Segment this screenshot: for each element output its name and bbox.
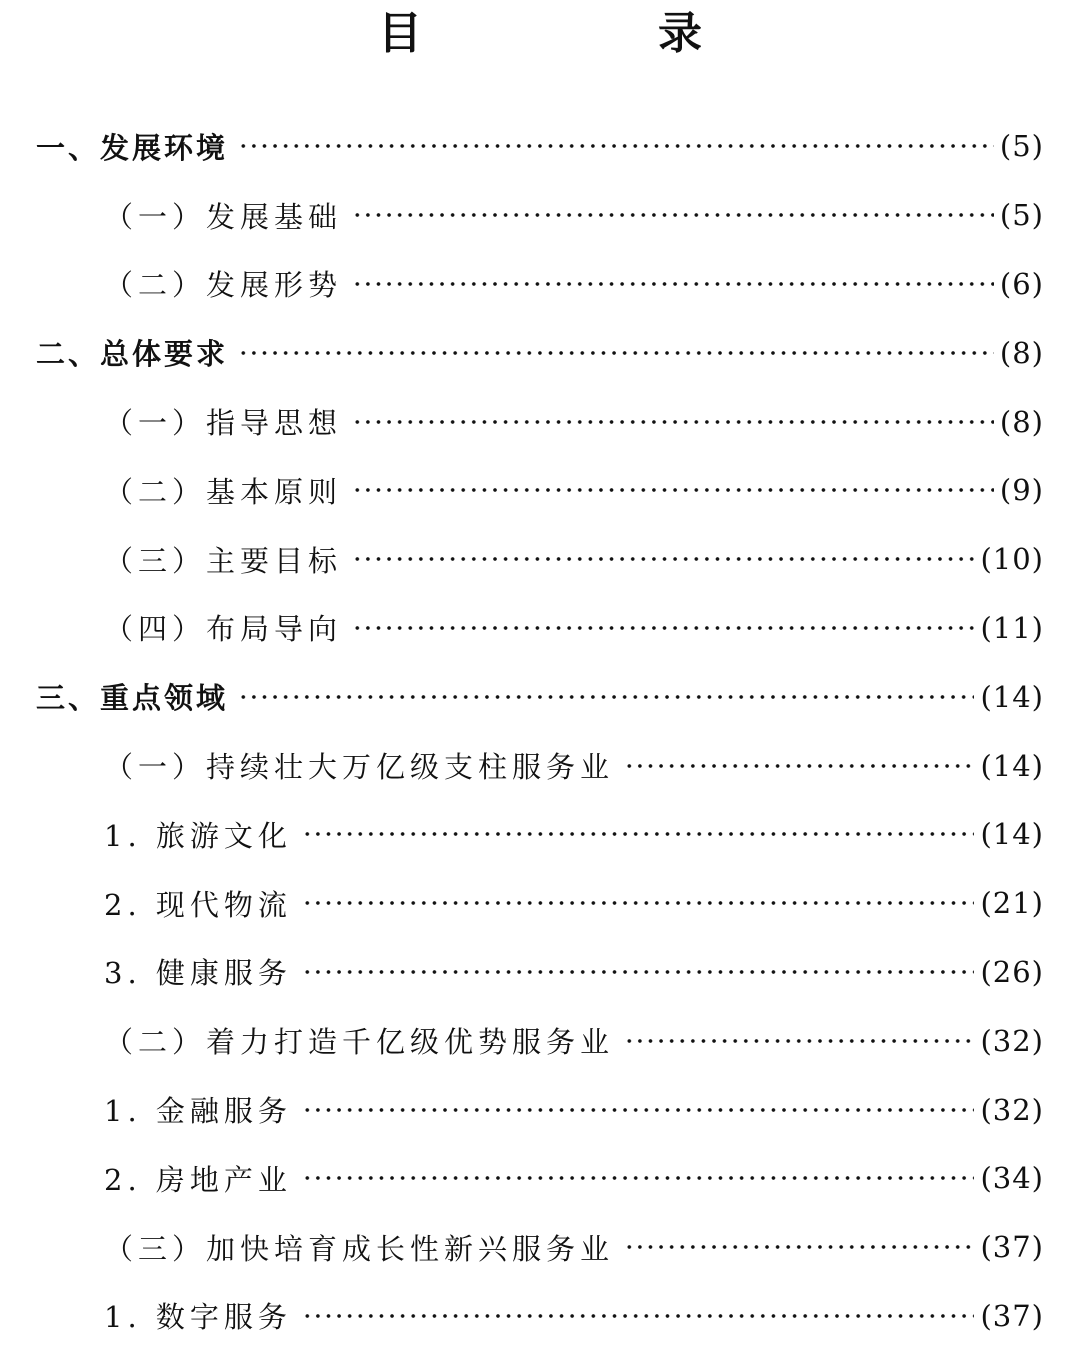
toc-entry-page-number: (14) [980,679,1044,714]
toc-entry-page-number: (14) [980,748,1044,783]
dot-leader [624,764,974,768]
toc-entry-page-number: (5) [999,198,1044,233]
toc-entry[interactable] [0,731,1080,800]
toc-entry-page-number: (37) [980,1298,1044,1333]
toc-entry[interactable] [0,456,1080,525]
dot-leader [352,282,994,286]
dot-leader [302,1108,975,1112]
toc-entry-label: （一）指导思想 [104,406,343,441]
toc-entry-label: 2. 现代物流 [104,887,292,922]
toc-entry[interactable] [0,1144,1080,1213]
toc-entry-label: 3. 健康服务 [104,956,292,991]
dot-leader [302,832,975,836]
toc-entry-page-number: (9) [999,473,1044,508]
toc-entry-label: 三、重点领域 [36,681,229,716]
dot-leader [302,1176,975,1180]
toc-entry-label: 1. 数字服务 [104,1300,292,1335]
toc-entry-page-number: (10) [980,542,1044,577]
toc-entry[interactable] [0,525,1080,594]
toc-entry-page-number: (5) [999,129,1044,164]
toc-entry-label: （一）持续壮大万亿级支柱服务业 [104,750,615,785]
toc-entry-label: （二）着力打造千亿级优势服务业 [104,1025,615,1060]
dot-leader [624,1245,974,1249]
toc-entry-label: （四）布局导向 [104,612,343,647]
toc-entry-page-number: (34) [980,1161,1044,1196]
dot-leader [302,901,975,905]
toc-entry-page-number: (21) [980,886,1044,921]
page-title: 目 录 [378,8,798,59]
toc-entry[interactable] [0,662,1080,731]
toc-entry[interactable] [0,387,1080,456]
toc-entry-page-number: (14) [980,817,1044,852]
toc-entry-label: （一）发展基础 [104,199,343,234]
toc-entry-label: 一、发展环境 [36,130,229,165]
toc-entry-page-number: (8) [999,335,1044,370]
toc-entry-label: 1. 旅游文化 [104,818,292,853]
toc-entry-label: （三）主要目标 [104,543,343,578]
dot-leader [238,695,974,699]
dot-leader [352,420,994,424]
toc-entry-label: （三）加快培育成长性新兴服务业 [104,1231,615,1266]
toc-entry-page-number: (26) [980,954,1044,989]
dot-leader [238,351,994,355]
dot-leader [624,1039,974,1043]
toc-entry[interactable] [0,938,1080,1007]
dot-leader [352,626,974,630]
toc-entry[interactable] [0,800,1080,869]
dot-leader [238,144,994,148]
toc-entry-label: 1. 金融服务 [104,1094,292,1129]
toc-entry-page-number: (32) [980,1092,1044,1127]
toc-entry-label: 2. 房地产业 [104,1162,292,1197]
toc-entry[interactable] [0,1006,1080,1075]
toc-entry[interactable] [0,1282,1080,1350]
dot-leader [352,557,974,561]
dot-leader [352,488,994,492]
dot-leader [352,213,994,217]
toc-entry[interactable] [0,594,1080,663]
toc-entry[interactable] [0,250,1080,319]
toc-entry-page-number: (6) [999,266,1044,301]
toc-entry-label: （二）发展形势 [104,268,343,303]
toc-entry[interactable] [0,869,1080,938]
toc-entry-page-number: (8) [999,404,1044,439]
toc-entry-label: （二）基本原则 [104,474,343,509]
dot-leader [302,1314,975,1318]
toc-entry-page-number: (32) [980,1023,1044,1058]
toc-entry-page-number: (11) [980,610,1044,645]
toc-entry[interactable] [0,181,1080,250]
toc-entry[interactable] [0,318,1080,387]
toc-entry-label: 二、总体要求 [36,337,229,372]
toc-entry[interactable] [0,112,1080,181]
toc-entry[interactable] [0,1213,1080,1282]
table-of-contents [0,112,1080,1350]
toc-entry[interactable] [0,1075,1080,1144]
toc-entry-page-number: (37) [980,1230,1044,1265]
dot-leader [302,970,975,974]
